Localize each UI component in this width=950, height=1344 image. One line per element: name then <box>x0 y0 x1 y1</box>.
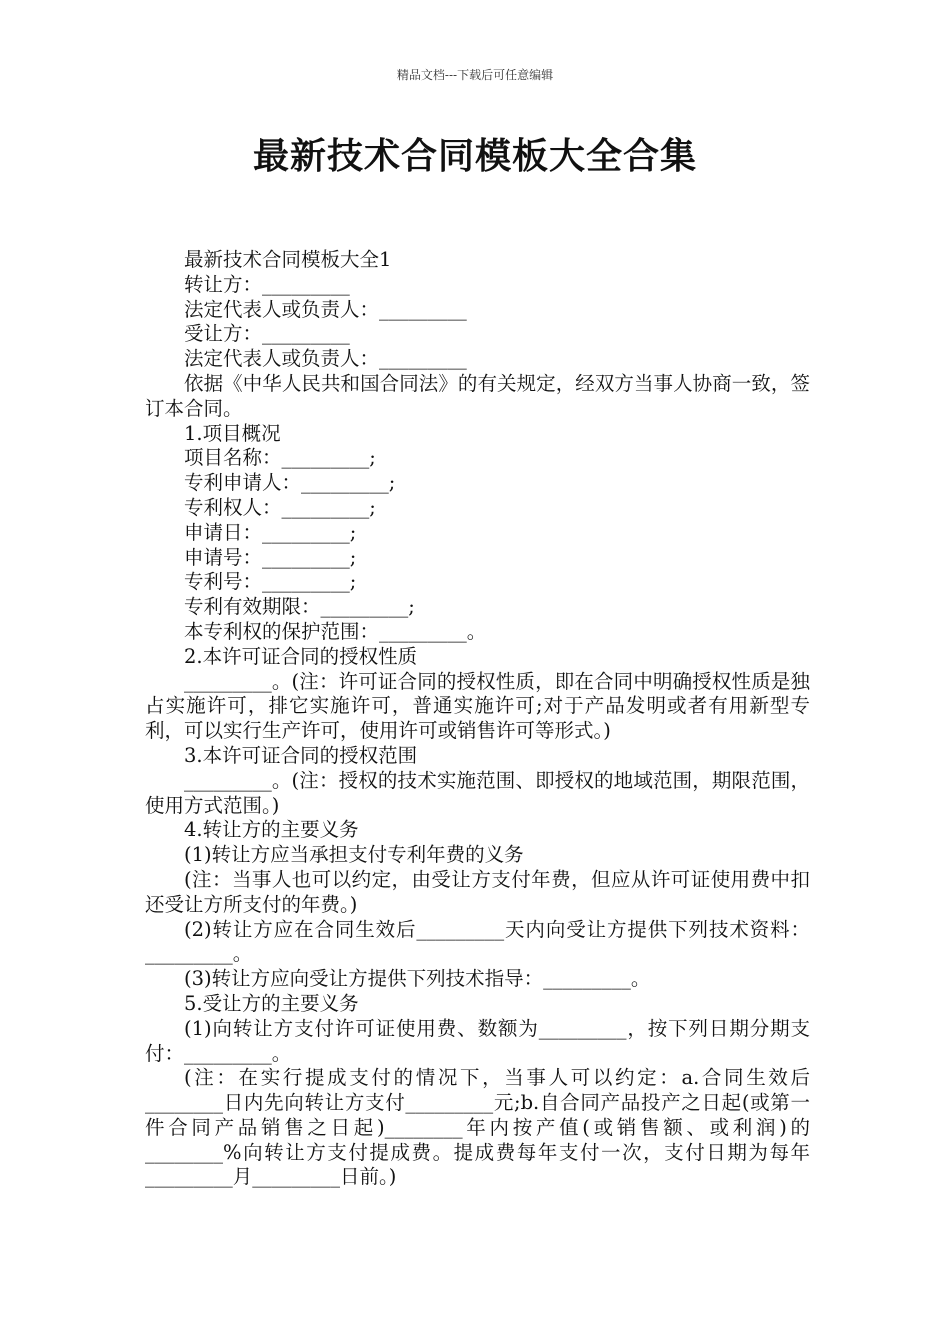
paragraph: 4.转让方的主要义务 <box>184 818 359 842</box>
paragraph: 本专利权的保护范围：_________。 <box>184 619 487 643</box>
paragraph: (1)转让方应当承担支付专利年费的义务 <box>184 843 524 867</box>
paragraph: (注：当事人也可以约定，由受让方支付年费，但应从许可证使用费中扣还受让方所支付的年费。) <box>145 867 810 916</box>
paragraph: 依据《中华人民共和国合同法》的有关规定，经双方当事人协商一致，签订本合同。 <box>145 371 810 420</box>
paragraph: 最新技术合同模板大全1 <box>184 248 392 271</box>
paragraph: 3.本许可证合同的授权范围 <box>184 743 418 767</box>
paragraph: (3)转让方应向受让方提供下列技术指导：_________。 <box>184 967 651 991</box>
paragraph: (2)转让方应在合同生效后_________天内向受让方提供下列技术资料：_________。 <box>145 917 810 966</box>
paragraph: 申请号：_________; <box>184 545 357 569</box>
paragraph: 受让方：_________ <box>184 322 350 346</box>
paragraph: 专利权人：_________; <box>184 495 376 519</box>
paragraph: 2.本许可证合同的授权性质 <box>184 644 418 668</box>
paragraph: 1.项目概况 <box>184 421 281 445</box>
document-body <box>145 248 810 1190</box>
paragraph: 法定代表人或负责人：_________ <box>184 297 467 321</box>
paragraph: 项目名称：_________; <box>184 446 376 470</box>
document-title: 最新技术合同模板大全合集 <box>252 136 697 177</box>
paragraph: (1)向转让方支付许可证使用费、数额为_________，按下列日期分期支付：_________。 <box>145 1016 810 1065</box>
paragraph: 转让方：_________ <box>184 272 350 296</box>
paragraph: (注：在实行提成支付的情况下，当事人可以约定：a.合同生效后________日内先向转让方支付_________元;b.自合同产品投产之日起(或第一件合同产品销售之日起)________年内按产值(或销售额、或利润)的________%向转让方支付提成费。提成费每年支付一次，支付日期为每年_________月_________日前。) <box>145 1066 810 1189</box>
paragraph: _________。(注：授权的技术实施范围、即授权的地域范围，期限范围，使用方式范围。) <box>145 768 810 817</box>
paragraph: 专利申请人：_________; <box>184 471 396 495</box>
paragraph: 专利有效期限：_________; <box>184 595 415 619</box>
page-header: 精品文档---下载后可任意编辑 <box>396 68 554 82</box>
paragraph: 专利号：_________; <box>184 570 357 594</box>
paragraph: _________。(注：许可证合同的授权性质，即在合同中明确授权性质是独占实施许可，排它实施许可，普通实施许可;对于产品发明或者有用新型专利，可以实行生产许可，使用许可或销售许可等形式。) <box>145 669 810 743</box>
paragraph: 5.受让方的主要义务 <box>184 991 359 1015</box>
paragraph: 法定代表人或负责人：_________ <box>184 347 467 371</box>
paragraph: 申请日：_________; <box>184 520 357 544</box>
